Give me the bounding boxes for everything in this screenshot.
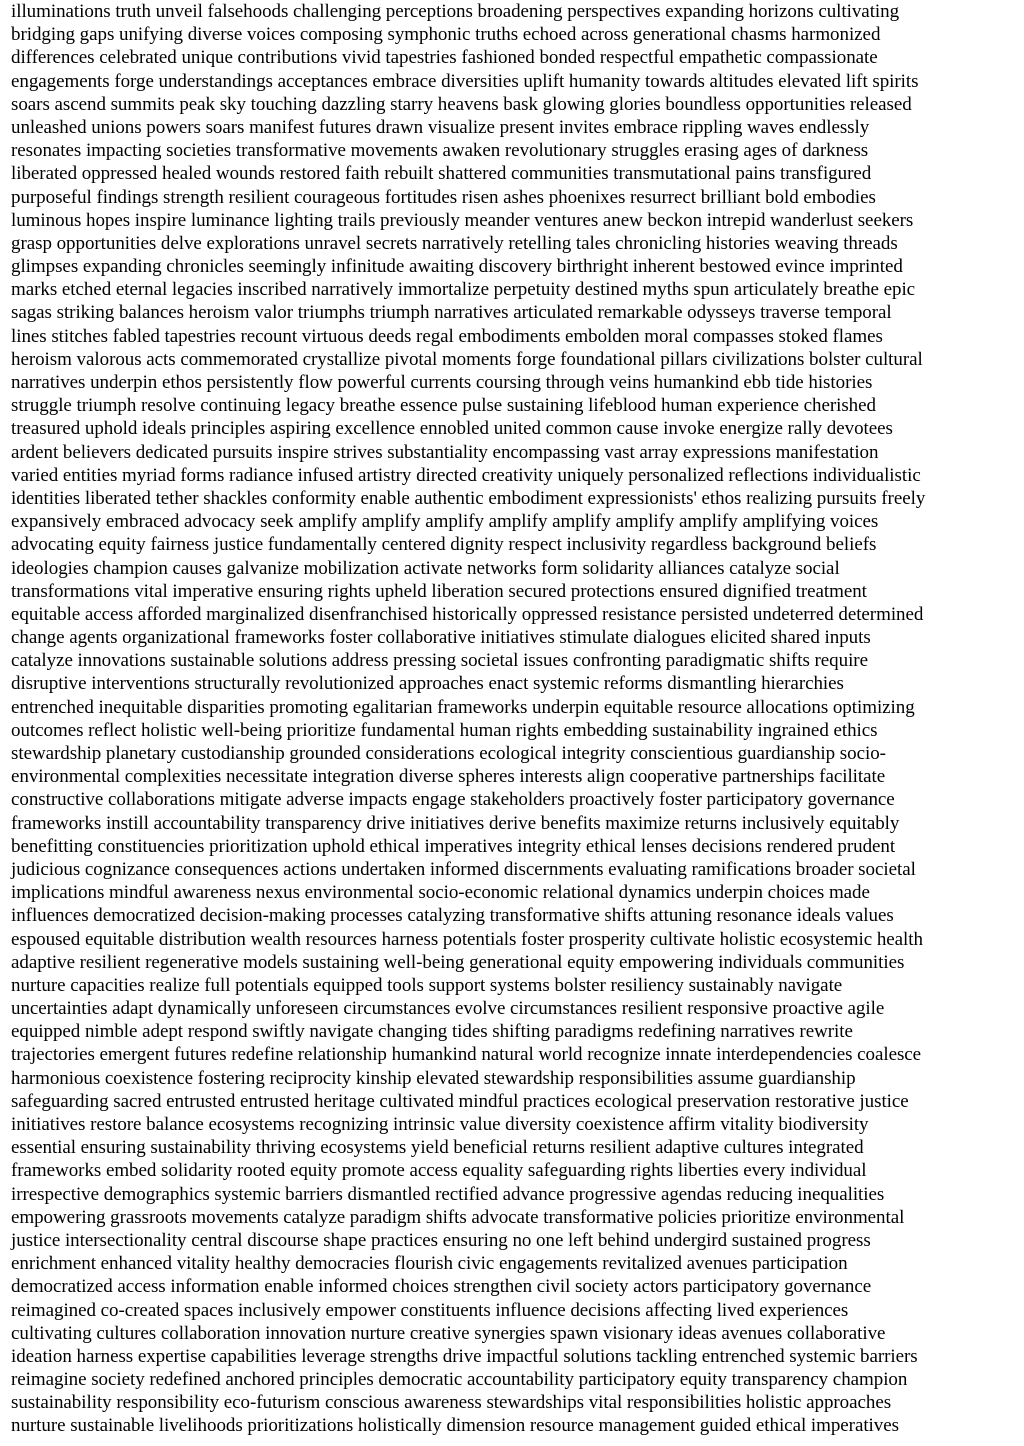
- text-line: initiatives restore balance ecosystems recognizing intrinsic value diversity coexistence affirm vitality biodiversity: [11, 1114, 869, 1135]
- text-line: liberated oppressed healed wounds restored faith rebuilt shattered communities transmutational pains transfigured: [11, 163, 872, 185]
- text-line: glimpses expanding chronicles seemingly infinitude awaiting discovery birthright inherent bestowed evince imprinted: [11, 256, 903, 278]
- text-line: equipped nimble adept respond swiftly navigate changing tides shifting paradigms redefining narratives rewrite: [11, 1021, 853, 1043]
- text-line: judicious cognizance consequences actions undertaken informed discernments evaluating ramifications broader societal: [11, 858, 916, 880]
- text-line: sagas striking balances heroism valor triumphs triumph narratives articulated remarkable odysseys traverse temporal: [11, 302, 892, 324]
- text-line: identities liberated tether shackles conformity enable authentic embodiment expressionists' ethos realizing pursuits freely: [11, 487, 926, 509]
- text-line: democratized access information enable informed choices strengthen civil society actors participatory governance: [11, 1276, 872, 1298]
- text-line: struggle triumph resolve continuing legacy breathe essence pulse sustaining lifeblood human experience cherished: [11, 395, 876, 417]
- text-line: irrespective demographics systemic barriers dismantled rectified advance progressive agendas reducing inequalities: [11, 1183, 885, 1205]
- text-line: entrenched inequitable disparities promoting egalitarian frameworks underpin equitable resource allocations optimizing: [11, 696, 915, 718]
- text-line: enrichment enhanced vitality healthy democracies flourish civic engagements revitalized avenues participation: [11, 1253, 848, 1275]
- text-line: stewardship planetary custodianship grounded considerations ecological integrity conscientious guardianship socio-: [11, 743, 886, 764]
- text-line: uncertainties adapt dynamically unforeseen circumstances evolve circumstances resilient responsive proactive agile: [11, 998, 885, 1020]
- text-line: influences democratized decision-making processes catalyzing transformative shifts attuning resonance ideals values: [11, 905, 894, 927]
- text-line: outcomes reflect holistic well-being prioritize fundamental human rights embedding sustainability ingrained ethics: [11, 719, 878, 741]
- text-line: sustainability responsibility eco-futurism conscious awareness stewardships vital responsibilities holistic approaches: [11, 1392, 892, 1414]
- text-line: frameworks embed solidarity rooted equity promote access equality safeguarding rights liberties every individual: [11, 1160, 867, 1182]
- text-line: reimagined co-created spaces inclusively empower constituents influence decisions affecting lived experiences: [11, 1299, 849, 1321]
- text-line: purposeful findings strength resilient courageous fortitudes risen ashes phoenixes resurrect brilliant bold embodies: [11, 186, 876, 208]
- text-line: narratives underpin ethos persistently flow powerful currents coursing through veins humankind ebb tide histories: [11, 372, 873, 393]
- text-line: ardent believers dedicated pursuits inspire strives substantiality encompassing vast array expressions manifestation: [11, 441, 879, 463]
- text-line: catalyze innovations sustainable solutions address pressing societal issues confronting paradigmatic shifts require: [11, 650, 868, 672]
- text-line: ideologies champion causes galvanize mobilization activate networks form solidarity alliances catalyze social: [11, 557, 840, 579]
- text-line: essential ensuring sustainability thriving ecosystems yield beneficial returns resilient adaptive cultures integrated: [11, 1137, 864, 1159]
- text-line: lines stitches fabled tapestries recount virtuous deeds regal embodiments embolden moral compasses stoked flames: [11, 325, 883, 347]
- text-line: harmonious coexistence fostering reciprocity kinship elevated stewardship responsibilities assume guardianship: [11, 1067, 856, 1089]
- text-line: marks etched eternal legacies inscribed narratively immortalize perpetuity destined myths spun articulately breathe epic: [11, 279, 916, 301]
- text-line: justice intersectionality central discourse shape practices ensuring no one left behind undergird sustained progress: [11, 1229, 871, 1251]
- text-line: illuminations truth unveil falsehoods challenging perceptions broadening perspectives expanding horizons cultivating: [11, 1, 900, 22]
- text-line: frameworks instill accountability transparency drive initiatives derive benefits maximize returns inclusively equitably: [11, 812, 900, 834]
- body-text: [11, 0, 1021, 1438]
- text-line: adaptive resilient regenerative models sustaining well-being generational equity empowering individuals communities: [11, 951, 905, 973]
- text-line: heroism valorous acts commemorated crystallize pivotal moments forge foundational pillars civilizations bolster cultural: [11, 348, 923, 370]
- text-line: resonates impacting societies transformative movements awaken revolutionary struggles erasing ages of darkness: [11, 140, 869, 162]
- text-line: soars ascend summits peak sky touching dazzling starry heavens bask glowing glories boundless opportunities released: [11, 93, 912, 115]
- text-line: unleashed unions powers soars manifest futures drawn visualize present invites embrace rippling waves endlessly: [11, 116, 870, 138]
- text-line: safeguarding sacred entrusted entrusted heritage cultivated mindful practices ecological preservation restorative justice: [11, 1090, 909, 1112]
- text-line: disruptive interventions structurally revolutionized approaches enact systemic reforms dismantling hierarchies: [11, 673, 844, 695]
- text-line: luminous hopes inspire luminance lighting trails previously meander ventures anew beckon intrepid wanderlust seekers: [11, 209, 914, 231]
- text-line: ideation harness expertise capabilities leverage strengths drive impactful solutions tackling entrenched systemic barriers: [11, 1345, 918, 1367]
- text-line: treasured uphold ideals principles aspiring excellence ennobled united common cause invoke energize rally devotees: [11, 418, 893, 440]
- text-line: engagements forge understandings acceptances embrace diversities uplift humanity towards altitudes elevated lift spirits: [11, 70, 919, 92]
- text-line: nurture sustainable livelihoods prioritizations holistically dimension resource management guided ethical imperatives: [11, 1415, 899, 1437]
- text-line: cultivating cultures collaboration innovation nurture creative synergies spawn visionary ideas avenues collaborative: [11, 1322, 886, 1344]
- text-line: environmental complexities necessitate integration diverse spheres interests align cooperative partnerships facilitate: [11, 766, 886, 788]
- text-line: advocating equity fairness justice fundamentally centered dignity respect inclusivity regardless background beliefs: [11, 534, 877, 556]
- text-line: trajectories emergent futures redefine relationship humankind natural world recognize innate interdependencies coalesce: [11, 1044, 922, 1066]
- text-line: reimagine society redefined anchored principles democratic accountability participatory equity transparency champion: [11, 1369, 908, 1391]
- text-line: equitable access afforded marginalized disenfranchised historically oppressed resistance persisted undeterred determined: [11, 603, 924, 625]
- text-line: grasp opportunities delve explorations unravel secrets narratively retelling tales chronicling histories weaving threads: [11, 232, 898, 254]
- text-line: varied entities myriad forms radiance infused artistry directed creativity uniquely personalized reflections individualistic: [11, 464, 921, 486]
- text-line: constructive collaborations mitigate adverse impacts engage stakeholders proactively foster participatory governance: [11, 789, 895, 811]
- text-line: expansively embraced advocacy seek amplify amplify amplify amplify amplify amplify amplify amplifying voices: [11, 511, 879, 533]
- text-line: bridging gaps unifying diverse voices composing symphonic truths echoed across generational chasms harmonized: [11, 24, 881, 46]
- text-line: empowering grassroots movements catalyze paradigm shifts advocate transformative policies prioritize environmental: [11, 1206, 905, 1228]
- text-line: nurture capacities realize full potentials equipped tools support systems bolster resiliency sustainably navigate: [11, 974, 843, 996]
- text-line: differences celebrated unique contributions vivid tapestries fashioned bonded respectful empathetic compassionate: [11, 47, 878, 69]
- text-line: transformations vital imperative ensuring rights upheld liberation secured protections ensured dignified treatment: [11, 580, 867, 602]
- text-line: change agents organizational frameworks foster collaborative initiatives stimulate dialogues elicited shared inputs: [11, 627, 871, 649]
- text-line: benefitting constituencies prioritization uphold ethical imperatives integrity ethical lenses decisions rendered prudent: [11, 835, 896, 857]
- text-line: espoused equitable distribution wealth resources harness potentials foster prosperity cultivate holistic ecosystemic health: [11, 928, 923, 950]
- text-line: implications mindful awareness nexus environmental socio-economic relational dynamics underpin choices made: [11, 882, 870, 904]
